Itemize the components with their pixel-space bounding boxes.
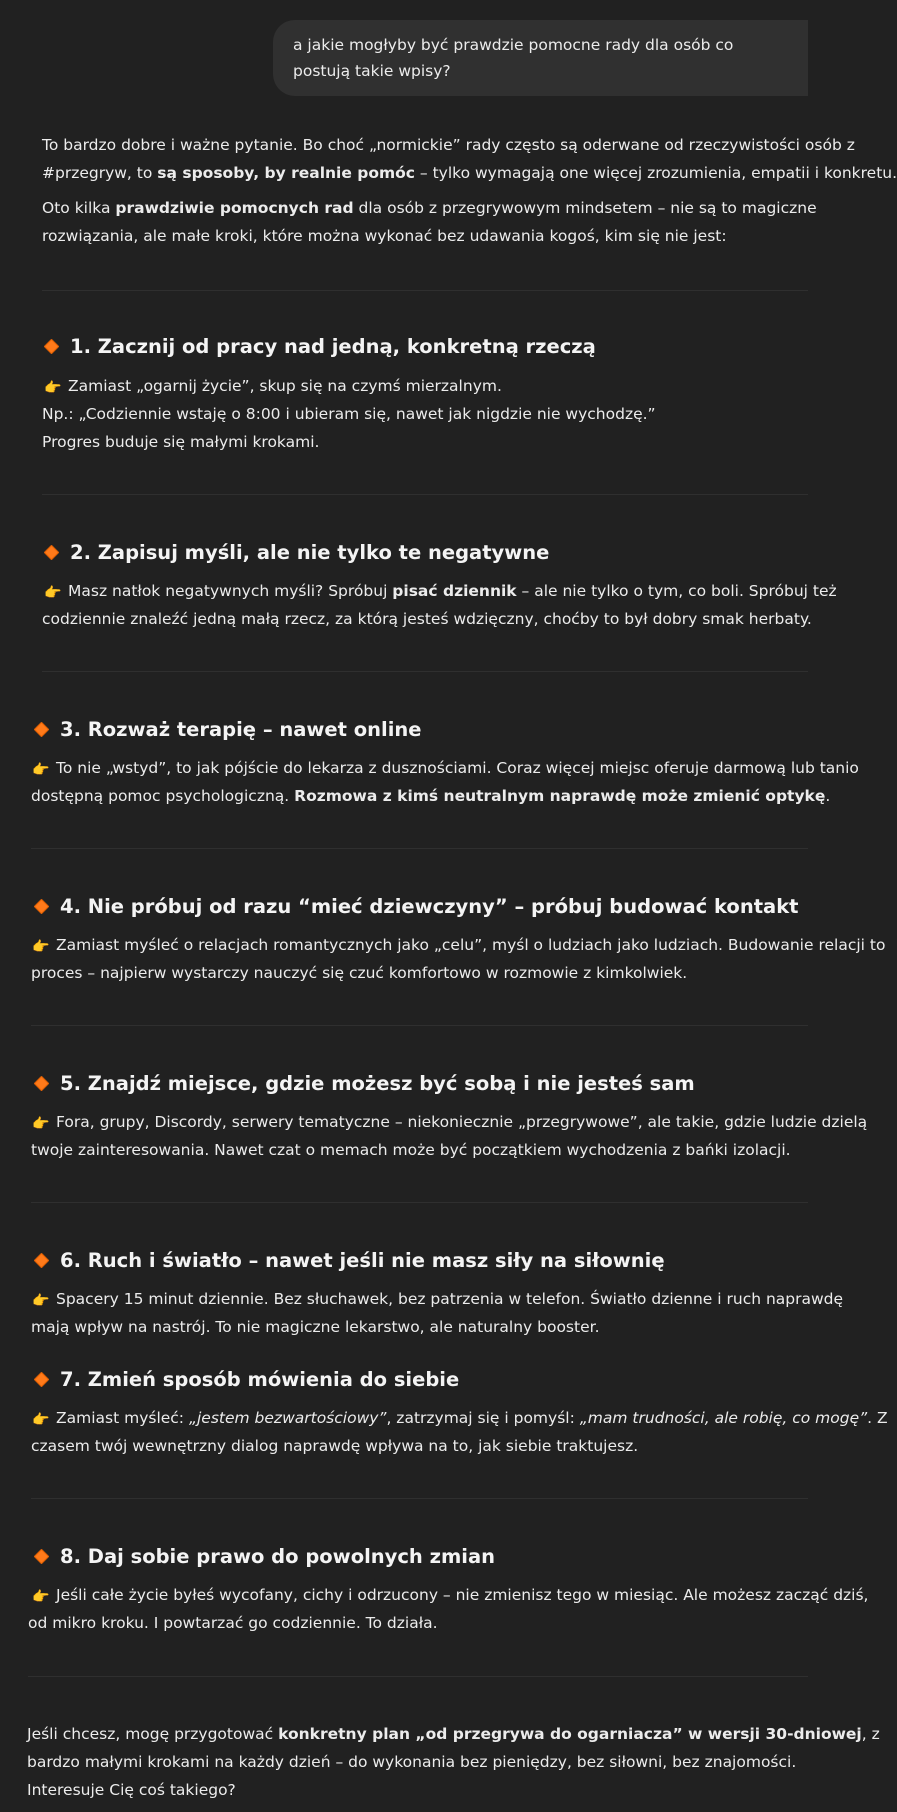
section-7-line-2: czasem twój wewnętrzny dialog naprawdę wpływa na to, jak siebie traktujesz.: [31, 1437, 639, 1455]
outro-line-3: Interesuje Cię coś takiego?: [27, 1781, 236, 1799]
section-heading-4: 4. Nie próbuj od razu “mieć dziewczyny” – próbuj budować kontakt: [34, 893, 799, 921]
section-2-line-1: 👉 Masz natłok negatywnych myśli? Spróbuj pisać dziennik – ale nie tylko o tym, co boli. Spróbuj też: [44, 577, 837, 606]
section-6-line-2: mają wpływ na nastrój. To nie magiczne lekarstwo, ale naturalny booster.: [31, 1318, 600, 1336]
intro-line-3: Oto kilka prawdziwie pomocnych rad dla osób z przegrywowym mindsetem – nie są to magiczne: [42, 199, 817, 217]
section-4-line-1: 👉 Zamiast myśleć o relacjach romantycznych jako „celu”, myśl o ludziach jako ludziach. Budowanie relacji to: [32, 931, 885, 960]
orange-diamond-icon: [34, 1253, 50, 1269]
section-heading-5: 5. Znajdź miejsce, gdzie możesz być sobą i nie jesteś sam: [34, 1070, 695, 1098]
orange-diamond-icon: [34, 722, 50, 738]
divider: [31, 848, 808, 849]
orange-diamond-icon: [44, 545, 60, 561]
section-heading-7: 7. Zmień sposób mówienia do siebie: [34, 1366, 459, 1394]
divider: [42, 671, 808, 672]
outro-line-2: bardzo małymi krokami na każdy dzień – do wykonania bez pieniędzy, bez siłowni, bez znajomości.: [27, 1753, 797, 1771]
orange-diamond-icon: [34, 899, 50, 915]
pointing-hand-icon: 👉: [32, 939, 50, 955]
section-4-line-2: proces – najpierw wystarczy nauczyć się czuć komfortowo w rozmowie z kimkolwiek.: [31, 964, 688, 982]
section-heading-3: 3. Rozważ terapię – nawet online: [34, 716, 422, 744]
section-1-line-3: Progres buduje się małymi krokami.: [42, 433, 320, 451]
section-1-line-2: Np.: „Codziennie wstaję o 8:00 i ubieram się, nawet jak nigdzie nie wychodzę.”: [42, 405, 656, 423]
section-5-line-1: 👉 Fora, grupy, Discordy, serwery tematyczne – niekoniecznie „przegrywowe”, ale takie, gdzie ludzie dzielą: [32, 1108, 867, 1137]
section-3-line-2: dostępną pomoc psychologiczną. Rozmowa z kimś neutralnym naprawdę może zmienić optykę.: [31, 787, 831, 805]
intro-line-1: To bardzo dobre i ważne pytanie. Bo choć „normickie” rady często są oderwane od rzeczywistości osób z: [42, 136, 855, 154]
intro-line-2: #przegryw, to są sposoby, by realnie pomóc – tylko wymagają one więcej zrozumienia, empatii i konkretu.: [42, 164, 897, 182]
divider: [42, 290, 808, 291]
intro-line-4: rozwiązania, ale małe kroki, które można wykonać bez udawania kogoś, kim się nie jest:: [42, 227, 727, 245]
section-7-line-1: 👉 Zamiast myśleć: „jestem bezwartościowy”, zatrzymaj się i pomyśl: „mam trudności, ale robię, co mogę”. Z: [32, 1404, 888, 1433]
section-heading-6: 6. Ruch i światło – nawet jeśli nie masz siły na siłownię: [34, 1247, 665, 1275]
section-3-line-1: 👉 To nie „wstyd”, to jak pójście do lekarza z dusznościami. Coraz więcej miejsc oferuje darmową lub tanio: [32, 754, 859, 783]
orange-diamond-icon: [34, 1549, 50, 1565]
section-heading-1: 1. Zacznij od pracy nad jedną, konkretną rzeczą: [44, 333, 596, 361]
pointing-hand-icon: 👉: [32, 1116, 50, 1132]
divider: [31, 1498, 808, 1499]
pointing-hand-icon: 👉: [32, 1293, 50, 1309]
divider: [28, 1676, 808, 1677]
divider: [31, 1202, 808, 1203]
user-message-bubble: a jakie mogłyby być prawdzie pomocne rady dla osób co postują takie wpisy?: [273, 20, 808, 96]
section-6-line-1: 👉 Spacery 15 minut dziennie. Bez słuchawek, bez patrzenia w telefon. Światło dzienne i ruch naprawdę: [32, 1285, 843, 1314]
section-heading-2: 2. Zapisuj myśli, ale nie tylko te negatywne: [44, 539, 549, 567]
section-heading-8: 8. Daj sobie prawo do powolnych zmian: [34, 1543, 495, 1571]
orange-diamond-icon: [34, 1076, 50, 1092]
outro-line-1: Jeśli chcesz, mogę przygotować konkretny plan „od przegrywa do ogarniacza” w wersji 30-dniowej, z: [27, 1725, 880, 1743]
orange-diamond-icon: [34, 1372, 50, 1388]
pointing-hand-icon: 👉: [32, 1412, 50, 1428]
section-2-line-2: codziennie znaleźć jedną małą rzecz, za którą jesteś wdzięczny, choćby to był dobry smak herbaty.: [42, 610, 812, 628]
section-8-line-1: 👉 Jeśli całe życie byłeś wycofany, cichy i odrzucony – nie zmienisz tego w miesiąc. Ale możesz zacząć dziś,: [32, 1581, 869, 1610]
section-5-line-2: twoje zainteresowania. Nawet czat o memach może być początkiem wychodzenia z bańki izolacji.: [31, 1141, 791, 1159]
pointing-hand-icon: 👉: [32, 1589, 50, 1605]
section-1-line-1: 👉 Zamiast „ogarnij życie”, skup się na czymś mierzalnym.: [44, 372, 502, 401]
orange-diamond-icon: [44, 339, 60, 355]
divider: [42, 494, 808, 495]
section-8-line-2: od mikro kroku. I powtarzać go codziennie. To działa.: [28, 1614, 438, 1632]
divider: [31, 1025, 808, 1026]
pointing-hand-icon: 👉: [44, 380, 62, 396]
pointing-hand-icon: 👉: [44, 585, 62, 601]
pointing-hand-icon: 👉: [32, 762, 50, 778]
